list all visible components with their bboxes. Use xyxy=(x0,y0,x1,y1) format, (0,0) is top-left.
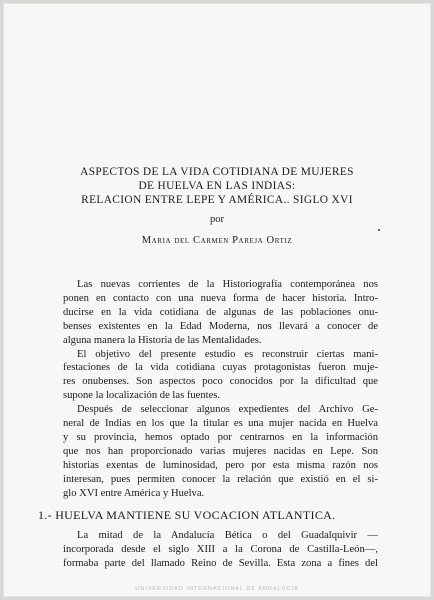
body-line: glo XVI entre América y Huelva. xyxy=(63,487,205,499)
body-line: Después de seleccionar algunos expedientes del Archivo Ge- xyxy=(77,404,378,416)
section-heading: 1.- HUELVA MANTIENE SU VOCACION ATLANTICA. xyxy=(38,508,336,522)
title-line: ASPECTOS DE LA VIDA COTIDIANA DE MUJERES xyxy=(80,166,354,178)
body-line: y su provincia, hemos optado por centrarnos en la información xyxy=(63,431,378,443)
section-text xyxy=(63,529,378,571)
body-line: ponen en contacto con una nueva forma de hacer historia. Intro- xyxy=(63,292,378,304)
body-line: res onubenses. Son aspectos poco conocidos por la dificultad que xyxy=(63,376,378,388)
body-line: El objetivo del presente estudio es reconstruir ciertas mani- xyxy=(77,348,378,360)
body-text xyxy=(63,278,378,501)
section-line: incorporada desde el siglo XIII a la Corona de Castilla-León—, xyxy=(63,543,378,555)
document-page xyxy=(3,3,431,597)
body-line: historias exentas de luminosidad, pero por esta misma razón nos xyxy=(63,459,378,471)
speck-mark xyxy=(378,229,380,231)
body-line: interesan, pues permiten conocer la relación que existió en el si- xyxy=(63,473,378,485)
section-line: formaba parte del llamado Reino de Sevilla. Esta zona a fines del xyxy=(63,557,378,569)
title-line: DE HUELVA EN LAS INDIAS: xyxy=(138,179,296,192)
body-line: que nos han proporcionado varias mujeres nacidas en Lepe. Son xyxy=(63,445,378,457)
body-line: festaciones de la vida cotidiana cuyas protagonistas fueron muje- xyxy=(63,362,378,374)
body-line: alguna manera la Historia de las Mentalidades. xyxy=(63,334,262,346)
body-line: ducirse en la vida cotidiana de algunas de las poblaciones onu- xyxy=(63,306,378,318)
article-title xyxy=(3,166,431,207)
body-line: Las nuevas corrientes de la Historiografía contemporánea nos xyxy=(77,279,378,290)
section-line: La mitad de la Andalucía Bética o del Guadalquivir — xyxy=(77,530,378,541)
body-line: neral de Indias en los que la titular es una mujer nacida en Huelva xyxy=(63,418,378,430)
author-name: Maria del Carmen Pareja Ortiz xyxy=(141,235,293,246)
byline-por: por xyxy=(210,214,224,225)
body-line: benses existentes en la Edad Moderna, nos llevará a conocer de xyxy=(63,320,378,332)
body-line: supone la localización de las fuentes. xyxy=(63,390,221,402)
watermark-text: UNIVERSIDAD INTERNACIONAL DE ANDALUCÍA xyxy=(135,586,299,592)
title-line: RELACION ENTRE LEPE Y AMÉRICA.. SIGLO XVI xyxy=(81,193,353,206)
